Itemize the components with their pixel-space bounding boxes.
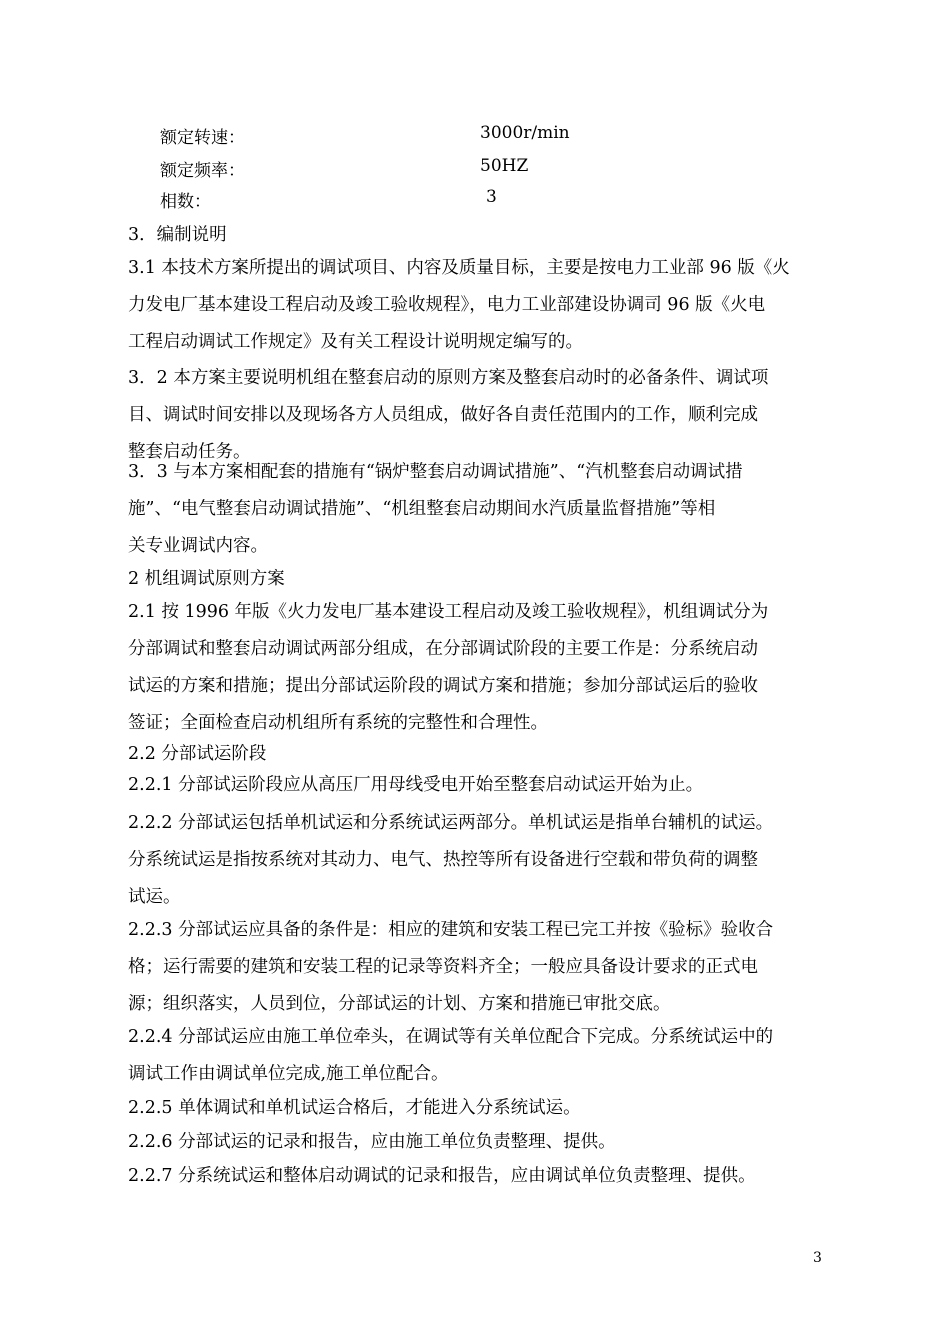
paragraph-2-2-7 [128,1158,840,1195]
text-line: 关专业调试内容。 [128,536,268,556]
paragraph-2-2-4 [128,1019,840,1093]
paragraph-2-2-6 [128,1124,840,1161]
text-line: 调试工作由调试单位完成,施工单位配合。 [128,1064,449,1084]
text-line: 3.1 本技术方案所提出的调试项目、内容及质量目标，主要是按电力工业部 96 版《火 [128,258,790,278]
text-line: 2.2.7 分系统试运和整体启动调试的记录和报告，应由调试单位负责整理、提供。 [128,1166,756,1186]
spec-label: 相数： [160,192,211,212]
text-line: 试运。 [128,887,181,907]
text-line: 3．2 本方案主要说明机组在整套启动的原则方案及整套启动时的必备条件、调试项 [128,368,769,388]
text-line: 格；运行需要的建筑和安装工程的记录等资料齐全；一般应具备设计要求的正式电 [128,957,758,977]
spec-value: 3000r/min [480,123,570,143]
text-line: 目、调试时间安排以及现场各方人员组成，做好各自责任范围内的工作，顺利完成 [128,405,758,425]
page-number: 3 [813,1250,822,1266]
paragraph-2-2-2 [128,805,840,916]
text-line: 3．3 与本方案相配套的措施有“锅炉整套启动调试措施”、“汽机整套启动调试措 [128,462,743,482]
text-line: 分部调试和整套启动调试两部分组成，在分部调试阶段的主要工作是：分系统启动 [128,639,758,659]
text-line: 施”、“电气整套启动调试措施”、“机组整套启动期间水汽质量监督措施”等相 [128,499,716,519]
text-line: 2.2.4 分部试运应由施工单位牵头，在调试等有关单位配合下完成。分系统试运中的 [128,1027,774,1047]
section-heading: 3．编制说明 [128,225,227,245]
text-line: 力发电厂基本建设工程启动及竣工验收规程》，电力工业部建设协调司 96 版《火电 [128,295,766,315]
text-line: 源；组织落实，人员到位，分部试运的计划、方案和措施已审批交底。 [128,994,671,1014]
spec-label: 额定转速： [160,128,245,148]
paragraph-2-2-1 [128,767,840,804]
text-line: 2.2.2 分部试运包括单机试运和分系统试运两部分。单机试运是指单台辅机的试运。 [128,813,774,833]
text-line: 2.1 按 1996 年版《火力发电厂基本建设工程启动及竣工验收规程》，机组调试分为 [128,602,769,622]
subsection-heading: 2.2 分部试运阶段 [128,744,267,764]
spec-value: 50HZ [480,156,529,176]
spec-value: 3 [486,187,497,207]
paragraph-3-3 [128,454,840,565]
paragraph-3-1 [128,250,840,361]
text-line: 签证；全面检查启动机组所有系统的完整性和合理性。 [128,713,548,733]
text-line: 2.2.1 分部试运阶段应从高压厂用母线受电开始至整套启动试运开始为止。 [128,775,704,795]
paragraph-2-2-5 [128,1090,840,1127]
text-line: 试运的方案和措施；提出分部试运阶段的调试方案和措施；参加分部试运后的验收 [128,676,758,696]
text-line: 分系统试运是指按系统对其动力、电气、热控等所有设备进行空载和带负荷的调整 [128,850,758,870]
text-line: 2.2.6 分部试运的记录和报告，应由施工单位负责整理、提供。 [128,1132,616,1152]
text-line: 整套启动任务。 [128,442,251,462]
paragraph-2-1 [128,594,840,742]
spec-label: 额定频率： [160,161,245,181]
paragraph-2-2-3 [128,912,840,1023]
text-line: 2.2.3 分部试运应具备的条件是：相应的建筑和安装工程已完工并按《验标》验收合 [128,920,774,940]
section-heading: 2 机组调试原则方案 [128,569,285,589]
text-line: 2.2.5 单体调试和单机试运合格后，才能进入分系统试运。 [128,1098,581,1118]
text-line: 工程启动调试工作规定》及有关工程设计说明规定编写的。 [128,332,583,352]
